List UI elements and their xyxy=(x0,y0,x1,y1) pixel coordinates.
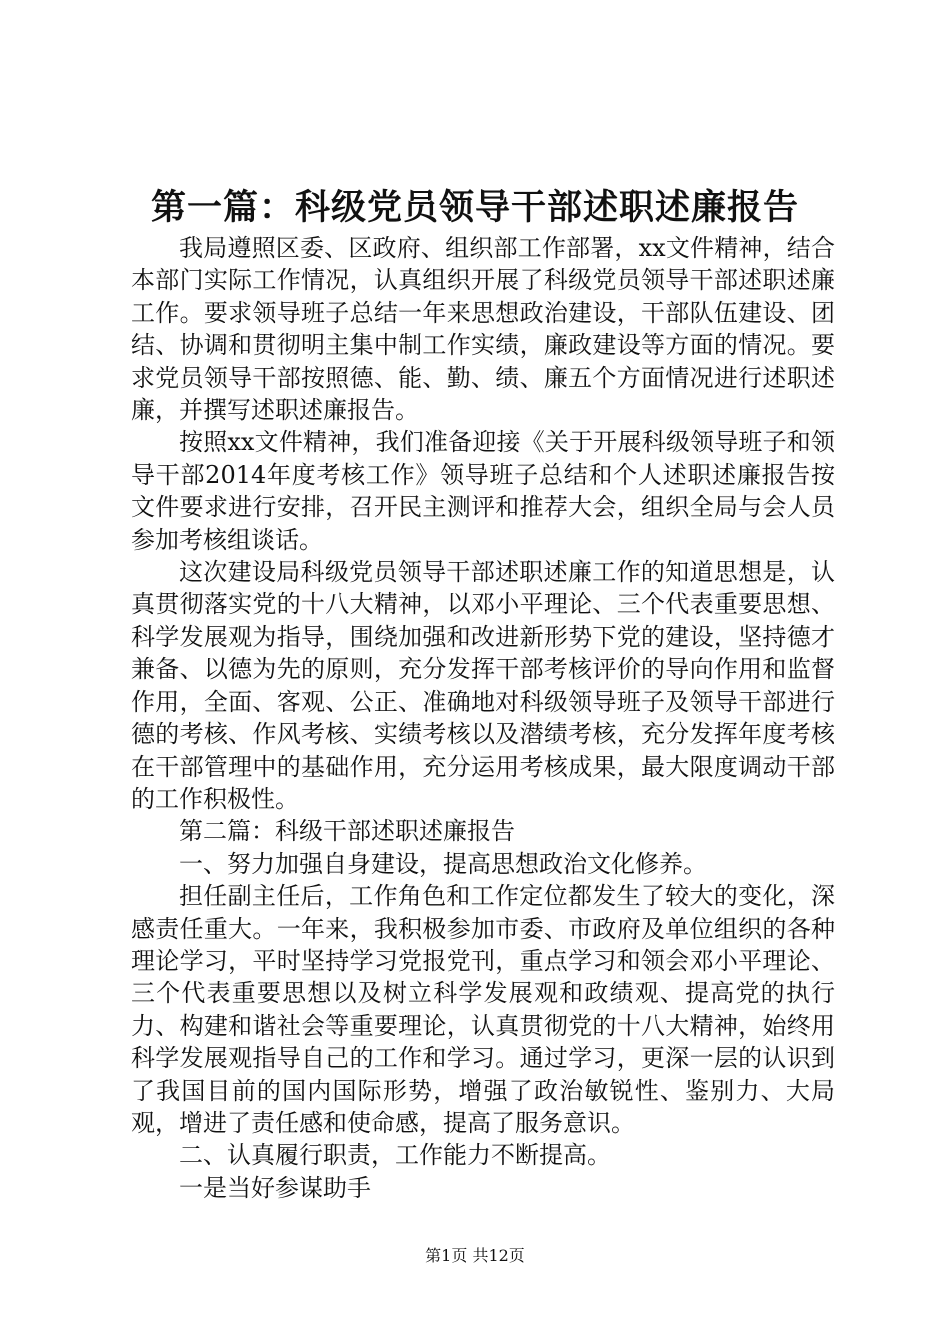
paragraph-5: 一是当好参谋助手 xyxy=(179,1173,371,1202)
page-number: 第1页 共12页 xyxy=(425,1246,525,1265)
document-body xyxy=(131,232,835,1204)
paragraph-1: 我局遵照区委、区政府、组织部工作部署，xx文件精神，结合本部门实际工作情况，认真组织开展了科级党员领导干部述职述廉工作。要求领导班子总结一年来思想政治建设，干部队伍建设、团结、协调和贯彻明主集中制工作实绩，廉政建设等方面的情况。要求党员领导干部按照德、能、勤、绩、廉五个方面情况进行述职述廉，并撰写述职述廉报告。 xyxy=(131,234,835,425)
paragraph-2: 按照xx文件精神，我们准备迎接《关于开展科级领导班子和领导干部2014年度考核工作》领导班子总结和个人述职述廉报告按文件要求进行安排，召开民主测评和推荐大会，组织全局与会人员参加考核组谈话。 xyxy=(131,428,835,554)
paragraph-4: 担任副主任后，工作角色和工作定位都发生了较大的变化，深感责任重大。一年来，我积极参加市委、市政府及单位组织的各种理论学习，平时坚持学习党报党刊，重点学习和领会邓小平理论、三个代表重要思想以及树立科学发展观和政绩观、提高党的执行力、构建和谐社会等重要理论，认真贯彻党的十八大精神，始终用科学发展观指导自己的工作和学习。通过学习，更深一层的认识到了我国目前的国内国际形势，增强了政治敏锐性、鉴别力、大局观，增进了责任感和使命感，提高了服务意识。 xyxy=(131,882,835,1137)
paragraph-3: 这次建设局科级党员领导干部述职述廉工作的知道思想是，认真贯彻落实党的十八大精神，以邓小平理论、三个代表重要思想、科学发展观为指导，围绕加强和改进新形势下党的建设，坚持德才兼备、以德为先的原则，充分发挥干部考核评价的导向作用和监督作用，全面、客观、公正、准确地对科级领导班子及领导干部进行德的考核、作风考核、实绩考核以及潜绩考核，充分发挥年度考核在干部管理中的基础作用，充分运用考核成果，最大限度调动干部的工作积极性。 xyxy=(131,558,835,813)
section-heading-2: 第二篇：科级干部述职述廉报告 xyxy=(179,817,515,846)
document-title: 第一篇：科级党员领导干部述职述廉报告 xyxy=(150,187,799,228)
subheading-2: 二、认真履行职责，工作能力不断提高。 xyxy=(179,1141,611,1170)
subheading-1: 一、努力加强自身建设，提高思想政治文化修养。 xyxy=(179,849,707,878)
